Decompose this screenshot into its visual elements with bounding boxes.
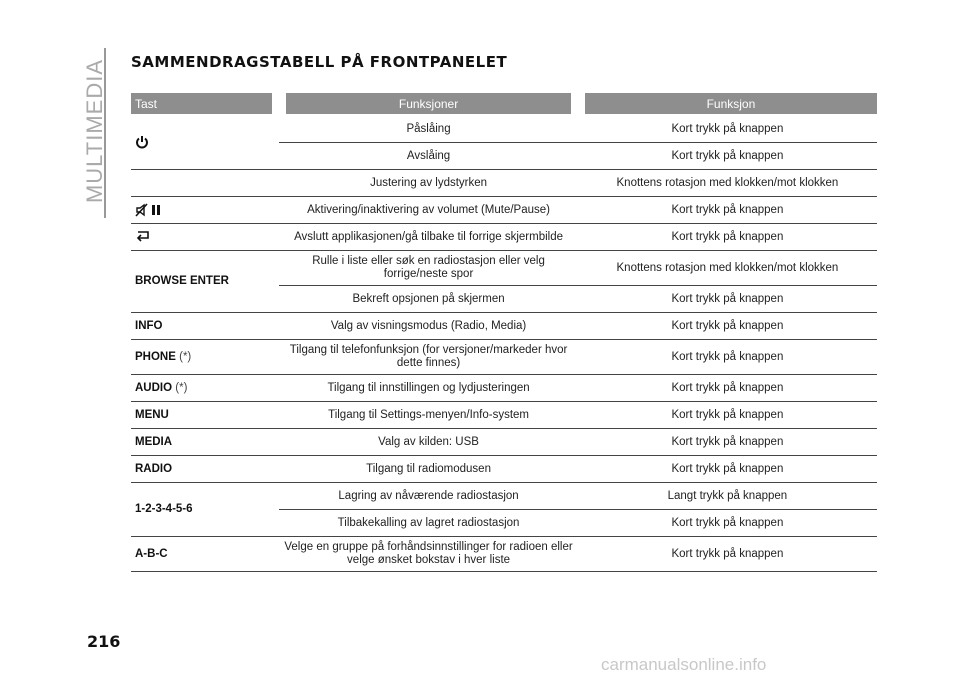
table-row bbox=[131, 224, 877, 251]
action-cell: Kort trykk på knappen bbox=[578, 429, 877, 456]
action-cell: Kort trykk på knappen bbox=[578, 143, 877, 170]
page-title: SAMMENDRAGSTABELL PÅ FRONTPANELET bbox=[131, 53, 508, 71]
function-cell: Valg av visningsmodus (Radio, Media) bbox=[279, 313, 578, 340]
header-funksjoner: Funksjoner bbox=[279, 93, 578, 114]
key-label: INFO bbox=[131, 313, 279, 340]
table-row bbox=[131, 483, 877, 510]
back-key-cell bbox=[131, 224, 279, 251]
action-cell: Kort trykk på knappen bbox=[578, 197, 877, 224]
footnote-marker: (*) bbox=[179, 350, 192, 363]
action-cell: Kort trykk på knappen bbox=[578, 340, 877, 375]
action-cell: Langt trykk på knappen bbox=[578, 483, 877, 510]
function-cell: Tilgang til telefonfunksjon (for versjoner/markeder hvor dette finnes) bbox=[279, 340, 578, 375]
action-cell: Kort trykk på knappen bbox=[578, 402, 877, 429]
key-label: AUDIO bbox=[135, 381, 173, 394]
empty-key-cell bbox=[131, 170, 279, 197]
function-cell: Avslåing bbox=[279, 143, 578, 170]
table-header-row bbox=[131, 93, 877, 114]
key-label: RADIO bbox=[131, 456, 279, 483]
footnote-marker: (*) bbox=[175, 381, 188, 394]
key-label: MENU bbox=[131, 402, 279, 429]
key-label: PHONE bbox=[135, 350, 176, 363]
header-funksjon: Funksjon bbox=[578, 93, 877, 114]
action-cell: Kort trykk på knappen bbox=[578, 537, 877, 572]
function-cell: Bekreft opsjonen på skjermen bbox=[279, 286, 578, 313]
header-tast: Tast bbox=[131, 93, 279, 114]
function-cell: Tilgang til Settings-menyen/Info-system bbox=[279, 402, 578, 429]
function-cell: Tilgang til innstillingen og lydjusteringen bbox=[279, 375, 578, 402]
table-row bbox=[131, 537, 877, 572]
table-row bbox=[131, 170, 877, 197]
key-label: BROWSE ENTER bbox=[131, 251, 279, 313]
action-cell: Knottens rotasjon med klokken/mot klokken bbox=[578, 170, 877, 197]
table-row bbox=[131, 402, 877, 429]
side-tab-label: MULTIMEDIA bbox=[82, 58, 107, 204]
table-row bbox=[131, 114, 877, 143]
table-row bbox=[131, 429, 877, 456]
action-cell: Kort trykk på knappen bbox=[578, 375, 877, 402]
power-key-cell bbox=[131, 114, 279, 170]
mute-pause-icon bbox=[135, 203, 163, 217]
power-icon bbox=[135, 135, 149, 149]
action-cell: Kort trykk på knappen bbox=[578, 224, 877, 251]
action-cell: Kort trykk på knappen bbox=[578, 456, 877, 483]
key-label: A-B-C bbox=[131, 537, 279, 572]
action-cell: Knottens rotasjon med klokken/mot klokken bbox=[578, 251, 877, 286]
mute-key-cell bbox=[131, 197, 279, 224]
key-cell bbox=[131, 375, 279, 402]
table-row bbox=[131, 375, 877, 402]
action-cell: Kort trykk på knappen bbox=[578, 313, 877, 340]
function-cell: Aktivering/inaktivering av volumet (Mute/Pause) bbox=[279, 197, 578, 224]
function-cell: Velge en gruppe på forhåndsinnstillinger for radioen eller velge ønsket bokstav i hver liste bbox=[279, 537, 578, 572]
action-cell: Kort trykk på knappen bbox=[578, 510, 877, 537]
table-row bbox=[131, 197, 877, 224]
function-cell: Avslutt applikasjonen/gå tilbake til forrige skjermbilde bbox=[279, 224, 578, 251]
function-cell: Valg av kilden: USB bbox=[279, 429, 578, 456]
function-cell: Lagring av nåværende radiostasjon bbox=[279, 483, 578, 510]
section-side-tab bbox=[78, 40, 108, 204]
function-cell: Rulle i liste eller søk en radiostasjon eller velg forrige/neste spor bbox=[279, 251, 578, 286]
function-cell: Tilbakekalling av lagret radiostasjon bbox=[279, 510, 578, 537]
watermark: carmanualsonline.info bbox=[601, 655, 767, 674]
table-row bbox=[131, 340, 877, 375]
table-row bbox=[131, 313, 877, 340]
key-label: MEDIA bbox=[131, 429, 279, 456]
function-cell: Tilgang til radiomodusen bbox=[279, 456, 578, 483]
function-cell: Påslåing bbox=[279, 114, 578, 143]
function-cell: Justering av lydstyrken bbox=[279, 170, 578, 197]
key-cell bbox=[131, 340, 279, 375]
table-row bbox=[131, 456, 877, 483]
key-label: 1-2-3-4-5-6 bbox=[131, 483, 279, 537]
action-cell: Kort trykk på knappen bbox=[578, 286, 877, 313]
page-number: 216 bbox=[87, 632, 121, 651]
action-cell: Kort trykk på knappen bbox=[578, 114, 877, 143]
table-row bbox=[131, 251, 877, 286]
back-arrow-icon bbox=[135, 230, 151, 242]
summary-table bbox=[131, 93, 877, 572]
